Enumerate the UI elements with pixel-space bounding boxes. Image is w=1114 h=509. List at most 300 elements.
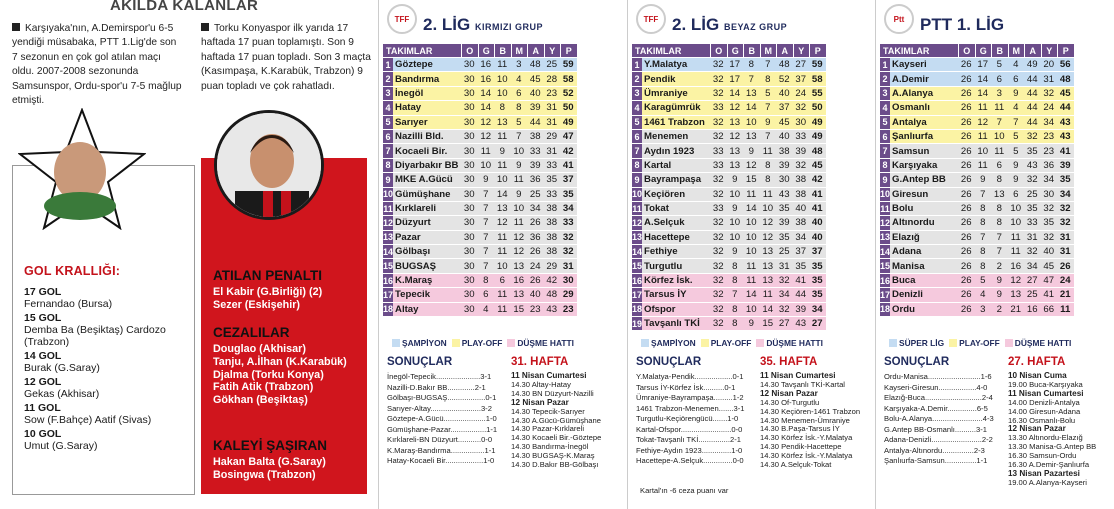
stat-cell: 35 <box>1041 216 1058 229</box>
table-row <box>632 101 826 114</box>
stat-cell: 33 <box>1024 216 1041 229</box>
league-logo-icon <box>636 4 666 34</box>
stat-cell: 13 <box>760 259 777 272</box>
stat-cell: 31 <box>776 259 793 272</box>
team-cell: Aydın 1923 <box>642 144 710 157</box>
stat-cell: 26 <box>958 58 975 71</box>
stat-cell: 41 <box>1041 288 1058 301</box>
fixture-item: 14.30 Altay-Hatay <box>511 379 571 389</box>
stat-cell: 45 <box>809 159 826 172</box>
legend-label: ŞAMPİYON <box>651 338 696 348</box>
stat-cell: 7 <box>991 116 1008 129</box>
stat-cell: 11 <box>760 288 777 301</box>
legend-swatch-icon <box>701 339 709 347</box>
result-item: Hacettepe-A.Selçuk..............0-0 <box>636 456 744 465</box>
fixture-item: 14.30 Bandırma-İnegöl <box>511 442 589 452</box>
stat-cell: 41 <box>560 159 577 172</box>
table-row <box>632 216 826 229</box>
stat-cell: 30 <box>461 130 478 143</box>
goal-players: Gekas (Akhisar) <box>24 388 100 400</box>
stat-cell: 8 <box>975 245 992 258</box>
stat-cell: 31 <box>1041 72 1058 85</box>
fixture-date: 11 Nisan Cumartesi <box>1008 388 1084 398</box>
rank-cell: 10 <box>880 189 891 200</box>
stat-cell: 7 <box>975 188 992 201</box>
table-row <box>632 202 826 215</box>
table-row <box>632 188 826 201</box>
stat-cell: 29 <box>544 130 561 143</box>
fixture-date: 12 Nisan Pazar <box>1008 424 1066 434</box>
stat-cell: 10 <box>511 144 528 157</box>
stat-cell: 32 <box>1041 202 1058 215</box>
stat-cell: 58 <box>809 72 826 85</box>
stat-cell: 11 <box>1008 231 1025 244</box>
column-header: O <box>710 44 727 57</box>
stat-cell: 12 <box>727 130 744 143</box>
result-item: Gümüşhane-Pazar.................1-1 <box>387 424 498 434</box>
result-item: Nazilli-D.Bakır BB.............2-1 <box>387 382 486 392</box>
stat-cell: 9 <box>511 188 528 201</box>
fixture-date: 11 Nisan Cumartesi <box>511 371 587 380</box>
stat-cell: 35 <box>560 188 577 201</box>
team-cell: Kırklareli <box>393 202 461 215</box>
stat-cell: 31 <box>544 101 561 114</box>
column-header: Y <box>544 44 561 57</box>
stat-cell: 11 <box>975 159 992 172</box>
stat-cell: 7 <box>975 231 992 244</box>
rank-cell: 5 <box>632 116 642 129</box>
stat-cell: 42 <box>809 173 826 186</box>
stat-cell: 33 <box>710 101 727 114</box>
stat-cell: 34 <box>1024 259 1041 272</box>
stat-cell: 2 <box>991 259 1008 272</box>
stat-cell: 13 <box>743 130 760 143</box>
team-cell: Düzyurt <box>393 216 461 229</box>
stat-cell: 15 <box>760 317 777 330</box>
rank-cell: 2 <box>880 72 890 85</box>
team-cell: Kartal <box>642 159 710 172</box>
table-row <box>383 274 577 287</box>
stat-cell: 11 <box>494 231 511 244</box>
stat-cell: 25 <box>527 188 544 201</box>
team-cell: A.Alanya <box>890 87 958 100</box>
stat-cell: 5 <box>975 274 992 287</box>
stat-cell: 48 <box>544 288 561 301</box>
stat-cell: 9 <box>1008 159 1025 172</box>
stat-cell: 32 <box>793 159 810 172</box>
team-cell: Adana <box>890 245 958 258</box>
fixture-item: 16.30 Osmanlı-Bolu <box>1008 415 1076 425</box>
stat-cell: 9 <box>1008 173 1025 186</box>
stat-cell: 30 <box>461 245 478 258</box>
stat-cell: 11 <box>478 144 495 157</box>
league-title <box>423 15 543 35</box>
stat-cell: 5 <box>760 87 777 100</box>
stat-cell: 13 <box>1008 288 1025 301</box>
stat-cell: 44 <box>1024 116 1041 129</box>
stat-cell: 32 <box>560 245 577 258</box>
stat-cell: 32 <box>1041 87 1058 100</box>
stat-cell: 6 <box>494 274 511 287</box>
stat-cell: 10 <box>743 216 760 229</box>
fixtures-list <box>760 372 860 470</box>
stat-cell: 21 <box>1057 288 1074 301</box>
stat-cell: 14 <box>494 188 511 201</box>
stat-cell: 32 <box>1024 130 1041 143</box>
stat-cell: 13 <box>991 188 1008 201</box>
stat-cell: 7 <box>478 202 495 215</box>
stat-cell: 38 <box>793 173 810 186</box>
table-row <box>383 116 577 129</box>
stat-cell: 4 <box>511 72 528 85</box>
week-title: 27. HAFTA <box>1008 356 1066 368</box>
stat-cell: 35 <box>1024 202 1041 215</box>
result-item: Fethiye-Aydın 1923..............1-0 <box>636 445 743 455</box>
stat-cell: 26 <box>958 101 975 114</box>
result-item: Karşıyaka-A.Demir..............6-5 <box>884 403 988 413</box>
stat-cell: 38 <box>544 245 561 258</box>
column-header: O <box>958 44 975 57</box>
rank-cell: 18 <box>880 304 891 315</box>
result-item: Ümraniye-Bayrampaşa.........1-2 <box>636 393 744 402</box>
stat-cell: 26 <box>527 274 544 287</box>
stat-cell: 12 <box>511 231 528 244</box>
stat-cell: 27 <box>809 317 826 330</box>
stat-cell: 41 <box>809 188 826 201</box>
column-header: B <box>991 44 1008 57</box>
stat-cell: 38 <box>776 144 793 157</box>
stat-cell: 44 <box>1057 101 1074 114</box>
team-cell: İnegöl <box>393 87 461 100</box>
table-row <box>383 288 577 301</box>
stat-cell: 12 <box>478 116 495 129</box>
rank-cell: 15 <box>383 261 394 272</box>
stat-cell: 14 <box>478 87 495 100</box>
stat-cell: 40 <box>527 87 544 100</box>
panel-header <box>876 0 1099 40</box>
table-row <box>383 173 577 186</box>
stat-cell: 5 <box>991 58 1008 71</box>
stat-cell: 8 <box>743 58 760 71</box>
bullet-icon <box>12 23 20 31</box>
fixture-item: 14.30 Körfez İsk.-Y.Malatya <box>760 451 853 461</box>
stat-cell: 11 <box>975 101 992 114</box>
stat-cell: 32 <box>793 101 810 114</box>
fixtures-list <box>1008 372 1096 488</box>
stat-cell: 14 <box>743 202 760 215</box>
league-name: 2. LİG <box>672 15 720 34</box>
stat-cell: 11 <box>494 159 511 172</box>
rank-cell: 16 <box>632 275 643 286</box>
stat-cell: 7 <box>511 130 528 143</box>
stat-cell: 50 <box>560 101 577 114</box>
legend-label: DÜŞME HATTI <box>1014 338 1072 348</box>
team-cell: Y.Malatya <box>642 58 710 71</box>
fixture-item: 14.30 Pazar-Kırklareli <box>511 424 585 434</box>
stat-cell: 26 <box>958 188 975 201</box>
legend-label: PLAY-OFF <box>710 338 752 348</box>
table-row <box>880 173 1074 186</box>
rank-cell: 6 <box>880 130 890 143</box>
stat-cell: 8 <box>760 159 777 172</box>
stat-cell: 8 <box>478 274 495 287</box>
stat-cell: 33 <box>710 202 727 215</box>
team-cell: Körfez İsk. <box>642 274 710 287</box>
goal-group <box>24 428 194 452</box>
team-cell: Pendik <box>642 72 710 85</box>
column-header: G <box>975 44 992 57</box>
table-legend <box>636 338 823 348</box>
rank-cell: 15 <box>880 261 891 272</box>
stat-cell: 43 <box>793 317 810 330</box>
player-star-photo <box>18 108 146 230</box>
stat-cell: 32 <box>710 188 727 201</box>
rank-cell: 18 <box>632 304 643 315</box>
column-header: P <box>1057 44 1074 57</box>
stat-cell: 29 <box>544 259 561 272</box>
bullet-icon <box>201 23 209 31</box>
stat-cell: 31 <box>544 116 561 129</box>
stat-cell: 16 <box>478 72 495 85</box>
fixture-item: 14.30 BN Düzyurt-Nazilli <box>511 388 594 398</box>
legend-swatch-icon <box>641 339 649 347</box>
rank-cell: 1 <box>880 58 890 71</box>
stat-cell: 13 <box>760 245 777 258</box>
stat-cell: 41 <box>809 202 826 215</box>
stat-cell: 49 <box>560 116 577 129</box>
stat-cell: 37 <box>793 245 810 258</box>
stat-cell: 10 <box>727 231 744 244</box>
goal-count: 12 GOL <box>24 376 62 388</box>
goal-players: Burak (G.Saray) <box>24 362 100 374</box>
stat-cell: 48 <box>527 58 544 71</box>
stat-cell: 40 <box>809 216 826 229</box>
stat-cell: 8 <box>991 202 1008 215</box>
stat-cell: 8 <box>975 259 992 272</box>
table-row <box>383 101 577 114</box>
column-header: A <box>1024 44 1041 57</box>
fixture-item: 14.30 Tepecik-Sarıyer <box>511 406 585 416</box>
rank-cell: 4 <box>880 101 890 114</box>
results-list <box>387 372 505 467</box>
table-row <box>383 144 577 157</box>
stat-cell: 26 <box>1057 259 1074 272</box>
team-cell: Bayrampaşa <box>642 173 710 186</box>
rank-cell: 16 <box>383 275 394 286</box>
stat-cell: 38 <box>544 216 561 229</box>
legend-swatch-icon <box>889 339 897 347</box>
stat-cell: 38 <box>793 216 810 229</box>
section-kicker: AKILDA KALANLAR <box>110 0 259 12</box>
rank-cell: 9 <box>880 173 890 186</box>
stat-cell: 32 <box>710 72 727 85</box>
rank-cell: 1 <box>632 58 642 71</box>
table-row <box>880 303 1074 316</box>
rank-cell: 4 <box>632 101 642 114</box>
standings-table <box>383 43 577 317</box>
table-row <box>632 245 826 258</box>
rank-cell: 5 <box>880 116 890 129</box>
stat-cell: 26 <box>958 259 975 272</box>
stat-cell: 43 <box>1057 130 1074 143</box>
rank-cell: 12 <box>383 217 394 228</box>
stat-cell: 23 <box>560 303 577 316</box>
column-header: B <box>743 44 760 57</box>
rank-cell: 5 <box>383 116 393 129</box>
stat-cell: 32 <box>776 303 793 316</box>
stat-cell: 9 <box>727 245 744 258</box>
stat-cell: 9 <box>743 144 760 157</box>
week-title: 35. HAFTA <box>760 356 818 368</box>
result-item: Bolu-A.Alanya........................4-3 <box>884 414 994 423</box>
stat-cell: 34 <box>560 202 577 215</box>
stat-cell: 56 <box>1057 58 1074 71</box>
table-row <box>632 288 826 301</box>
table-row <box>383 202 577 215</box>
stat-cell: 29 <box>560 288 577 301</box>
team-cell: Buca <box>890 274 958 287</box>
stat-cell: 39 <box>527 159 544 172</box>
stat-cell: 32 <box>710 303 727 316</box>
table-row <box>383 216 577 229</box>
stat-cell: 48 <box>776 58 793 71</box>
rank-cell: 6 <box>383 130 393 143</box>
penalty-section <box>213 268 322 312</box>
team-cell: Tavşanlı TKİ <box>642 317 710 330</box>
stat-cell: 6 <box>478 288 495 301</box>
fixture-date: 13 Nisan Pazartesi <box>1008 468 1080 478</box>
stat-cell: 11 <box>494 303 511 316</box>
stat-cell: 36 <box>1041 159 1058 172</box>
stat-cell: 7 <box>760 130 777 143</box>
result-item: Tokat-Tavşanlı TKİ...............2-1 <box>636 435 741 444</box>
stat-cell: 10 <box>760 202 777 215</box>
stat-cell: 14 <box>478 101 495 114</box>
stat-cell: 26 <box>958 202 975 215</box>
rank-cell: 7 <box>632 144 642 157</box>
stat-cell: 8 <box>727 274 744 287</box>
table-row <box>383 159 577 172</box>
legend-swatch-icon <box>1005 339 1013 347</box>
fixtures-list <box>511 372 601 470</box>
stat-cell: 7 <box>727 288 744 301</box>
fixture-item: 19.00 Buca-Karşıyaka <box>1008 379 1083 389</box>
table-row <box>880 87 1074 100</box>
legend-swatch-icon <box>949 339 957 347</box>
stat-cell: 35 <box>793 259 810 272</box>
column-header: M <box>511 44 528 57</box>
stat-cell: 34 <box>1041 173 1058 186</box>
stat-cell: 52 <box>560 87 577 100</box>
column-header: TAKIMLAR <box>880 44 958 57</box>
table-row <box>880 101 1074 114</box>
fixture-item: 14.30 Pendik-Hacettepe <box>760 442 842 452</box>
league-name: 2. LİG <box>423 15 471 34</box>
table-row <box>880 231 1074 244</box>
table-header-row <box>383 44 577 57</box>
stat-cell: 6 <box>991 72 1008 85</box>
stat-cell: 11 <box>760 188 777 201</box>
result-item: Elazığ-Buca...........................2-4 <box>884 393 993 402</box>
legend-label: DÜŞME HATTI <box>766 338 823 348</box>
team-cell: Fethiye <box>642 245 710 258</box>
stat-cell: 6 <box>1008 188 1025 201</box>
stat-cell: 13 <box>511 288 528 301</box>
misses-section <box>213 438 327 482</box>
stat-cell: 10 <box>743 245 760 258</box>
stat-cell: 32 <box>710 231 727 244</box>
table-row <box>632 58 826 71</box>
goal-count: 15 GOL <box>24 312 62 324</box>
stat-cell: 12 <box>494 216 511 229</box>
stat-cell: 26 <box>958 303 975 316</box>
legend-label: PLAY-OFF <box>959 338 1000 348</box>
fixture-item: 16.30 Samsun-Ordu <box>1008 451 1077 461</box>
stat-cell: 26 <box>958 87 975 100</box>
team-cell: G.Antep BB <box>890 173 958 186</box>
team-cell: Karşıyaka <box>890 159 958 172</box>
stat-cell: 34 <box>809 303 826 316</box>
stat-cell: 33 <box>710 144 727 157</box>
column-header: P <box>560 44 577 57</box>
stat-cell: 8 <box>760 173 777 186</box>
fixture-item: 14.30 A.Selçuk-Tokat <box>760 460 832 470</box>
goal-group <box>24 286 194 310</box>
rank-cell: 18 <box>383 304 394 315</box>
stat-cell: 11 <box>1008 245 1025 258</box>
team-cell: A.Selçuk <box>642 216 710 229</box>
rank-cell: 7 <box>880 144 890 157</box>
stat-cell: 58 <box>560 72 577 85</box>
stat-cell: 11 <box>511 216 528 229</box>
table-row <box>383 231 577 244</box>
table-row <box>880 259 1074 272</box>
stat-cell: 3 <box>511 58 528 71</box>
stat-cell: 31 <box>1057 231 1074 244</box>
stat-cell: 45 <box>527 72 544 85</box>
fixture-item: 14.00 Denizli-Antalya <box>1008 397 1080 407</box>
rank-cell: 13 <box>880 232 891 243</box>
stat-cell: 40 <box>527 288 544 301</box>
stat-cell: 14 <box>743 101 760 114</box>
stat-cell: 32 <box>710 87 727 100</box>
stat-cell: 31 <box>1057 245 1074 258</box>
team-cell: Altınordu <box>890 216 958 229</box>
table-row <box>632 144 826 157</box>
team-cell: Karagümrük <box>642 101 710 114</box>
stat-cell: 26 <box>958 173 975 186</box>
stat-cell: 23 <box>527 303 544 316</box>
standings-table <box>632 43 826 331</box>
stat-cell: 10 <box>975 144 992 157</box>
stat-cell: 34 <box>1057 188 1074 201</box>
team-cell: Giresun <box>890 188 958 201</box>
stat-cell: 26 <box>958 231 975 244</box>
stat-cell: 35 <box>809 288 826 301</box>
team-cell: Şanlıurfa <box>890 130 958 143</box>
stat-cell: 7 <box>478 188 495 201</box>
stat-cell: 27 <box>776 317 793 330</box>
stat-cell: 10 <box>494 87 511 100</box>
stat-cell: 30 <box>461 231 478 244</box>
stat-cell: 30 <box>461 188 478 201</box>
stat-cell: 11 <box>494 288 511 301</box>
stat-cell: 32 <box>710 288 727 301</box>
stat-cell: 26 <box>958 245 975 258</box>
table-row <box>383 130 577 143</box>
result-item: Antalya-Altınordu...............2-3 <box>884 445 985 455</box>
stat-cell: 11 <box>991 101 1008 114</box>
